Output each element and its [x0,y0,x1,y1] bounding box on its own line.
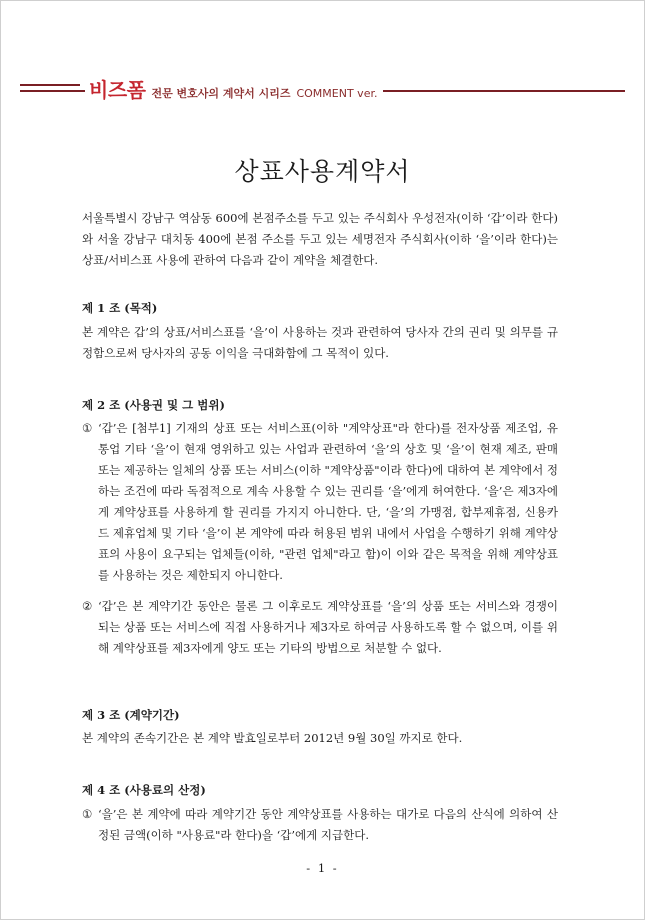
brand-banner [85,74,383,103]
page-number: - 1 - [306,861,339,875]
article-2-title: 제 2 조 (사용권 및 그 범위) [82,398,225,412]
article-2-item-2 [82,596,558,659]
article-1-body [82,322,558,364]
item-text: ‘을’은 본 계약에 따라 계약기간 동안 계약상표를 사용하는 대가로 다음의 산식에 의하여 산정된 금액(이하 "사용료"라 한다)을 ‘갑’에게 지급한다. [98,807,558,842]
intro-paragraph [82,208,558,271]
article-4-title: 제 4 조 (사용료의 산정) [82,783,206,797]
document-title: 상표사용계약서 [234,157,411,186]
header-bar [20,74,625,102]
article-1-title: 제 1 조 (목적) [82,301,158,315]
item-text: ‘갑’은 [첨부1] 기재의 상표 또는 서비스표(이하 "계약상표"라 한다)를 전자상품 제조업, 유통업 기타 ‘을’이 현재 영위하고 있는 사업과 관련하여 ‘을’의 상호 및 ‘을’이 현재 제조, 판매 또는 제공하는 일체의 상품 또는 서비스(이하 "계약상품"이라 한다)에 대하여 본 계약에서 정하는 조건에 따라 독점적으로 계속 사용할 수 있는 권리를 ‘을’에게 허여한다. ‘을’은 제3자에게 계약상표를 사용하게 할 권리를 가지지 아니한다. 단, ‘을’의 가맹점, 합부제휴점, 신용카드 제휴업체 및 기타 ‘을’이 본 계약에 따라 허용된 범위 내에서 사업을 수행하기 위해 계약상표의 사용이 요구되는 업체들(이하, "관련 업체"라고 함)이 이와 같은 목적을 위해 계약상표를 사용하는 것은 제한되지 아니한다. [98,421,558,582]
header-rule-accent [20,84,80,86]
intro-text: 서울특별시 강남구 역삼동 600에 본점주소를 두고 있는 주식회사 우성전자(이하 ‘갑’이라 한다)와 서울 강남구 대치동 400에 본점 주소를 두고 있는 세명전자 주식회사(이하 ‘을’이라 한다)는 상표/서비스표 사용에 관하여 다음과 같이 계약을 체결한다. [82,211,558,267]
article-3-title: 제 3 조 (계약기간) [82,708,180,722]
article-3-body [82,728,558,749]
item-number: ② [82,599,93,613]
article-2-item-1 [82,418,558,586]
brand-logo-text: 비즈폼 [89,78,146,102]
item-number: ① [82,807,93,821]
article-3-text: 본 계약의 존속기간은 본 계약 발효일로부터 2012년 9월 30일 까지로 한다. [82,731,463,745]
version-label: COMMENT ver. [296,87,378,100]
item-number: ① [82,421,93,435]
article-1-text: 본 계약은 갑’의 상표/서비스표를 ‘을’이 사용하는 것과 관련하여 당사자 간의 권리 및 의무를 규정함으로써 당사자의 공동 이익을 극대화함에 그 목적이 있다. [82,325,558,360]
article-4-item-1 [82,804,558,846]
series-label: 전문 변호사의 계약서 시리즈 [151,87,291,100]
item-text: ‘갑’은 본 계약기간 동안은 물론 그 이후로도 계약상표를 ‘을’의 상품 또는 서비스와 경쟁이 되는 상품 또는 서비스에 직접 사용하거나 제3자로 하여금 사용하도록 할 수 없으며, 이를 위해 계약상표를 제3자에게 양도 또는 기타의 방법으로 처분할 수 없다. [98,599,558,655]
